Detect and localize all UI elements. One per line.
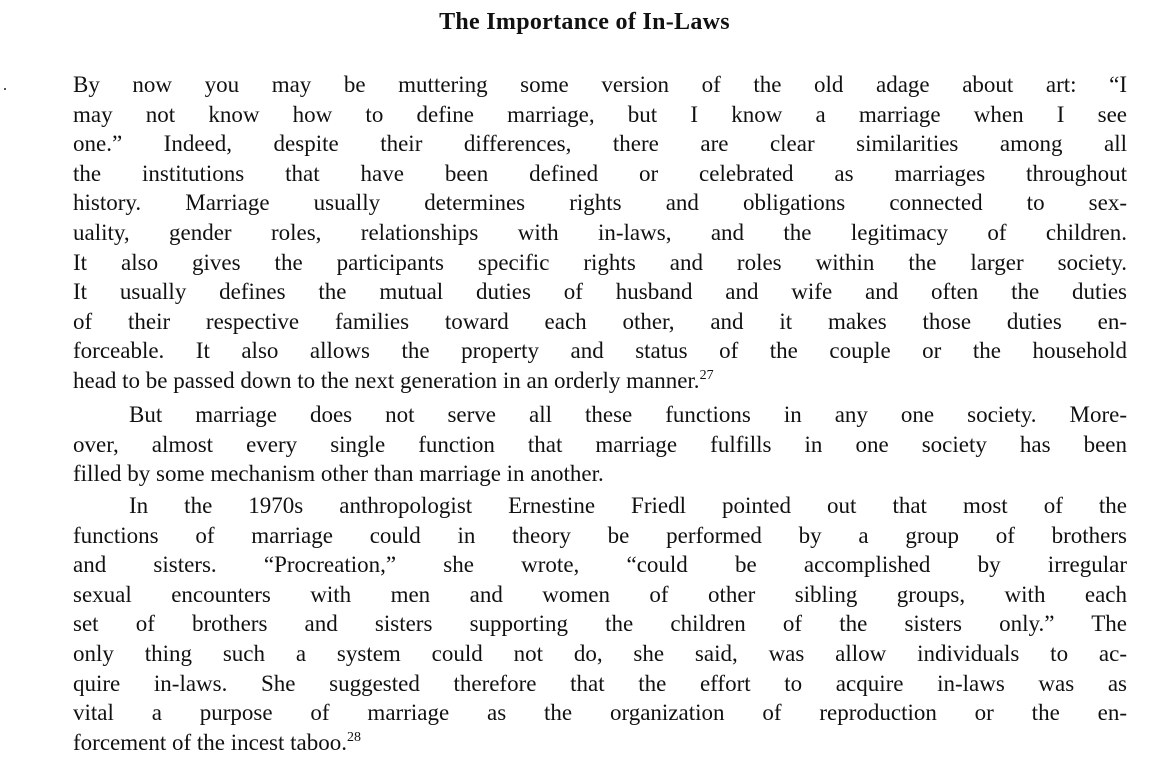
text-line: It also gives the participants specific rights and roles within the larger society.: [73, 249, 1127, 275]
text-line: uality, gender roles, relationships with in-laws, and the legitimacy of children.: [73, 219, 1127, 245]
text-line: forceable. It also allows the property and status of the couple or the household: [73, 338, 1127, 364]
text-line: of their respective families toward each other, and it makes those duties en-: [73, 308, 1127, 334]
text-line: functions of marriage could in theory be performed by a group of brothers: [73, 522, 1127, 548]
text-line: By now you may be muttering some version of the old adage about art: “I: [73, 72, 1127, 97]
text-line: only thing such a system could not do, she said, was allow individuals to ac-: [73, 640, 1127, 666]
text-line: sexual encounters with men and women of other sibling groups, with each: [73, 581, 1127, 607]
text-line: vital a purpose of marriage as the organization of reproduction or the en-: [73, 700, 1127, 726]
text-line: history. Marriage usually determines rights and obligations connected to sex-: [73, 190, 1127, 216]
text-line-content: head to be passed down to the next generation in an orderly manner.: [73, 367, 700, 393]
text-line: It usually defines the mutual duties of husband and wife and often the duties: [73, 279, 1127, 305]
text-line-content: forcement of the incest taboo.: [73, 729, 347, 755]
text-line: over, almost every single function that marriage fulfills in one society has been: [73, 431, 1127, 457]
text-line: quire in-laws. She suggested therefore that the effort to acquire in-laws was as: [73, 670, 1127, 696]
text-line-last: [73, 728, 1127, 758]
text-line: In the 1970s anthropologist Ernestine Friedl pointed out that most of the: [129, 493, 1127, 518]
footnote-marker: 28: [346, 729, 361, 745]
text-line: set of brothers and sisters supporting the children of the sisters only.” The: [73, 611, 1127, 637]
text-line: one.” Indeed, despite their differences, there are clear similarities among all: [73, 131, 1127, 157]
text-line: and sisters. “Procreation,” she wrote, “could be accomplished by irregular: [73, 552, 1127, 578]
margin-mark: [4, 88, 6, 90]
paragraph-2: [73, 400, 1127, 489]
footnote-marker: 27: [699, 367, 714, 383]
text-line-last: [73, 366, 1127, 396]
paragraph-1: [73, 70, 1127, 396]
page-title: The Importance of In-Laws: [439, 9, 730, 35]
text-line: filled by some mechanism other than marriage in another.: [73, 461, 604, 487]
text-line: may not know how to define marriage, but I know a marriage when I see: [73, 101, 1127, 127]
text-line: But marriage does not serve all these functions in any one society. More-: [129, 402, 1127, 427]
text-line: the institutions that have been defined or celebrated as marriages throughout: [73, 160, 1127, 186]
paragraph-3: [73, 491, 1127, 757]
